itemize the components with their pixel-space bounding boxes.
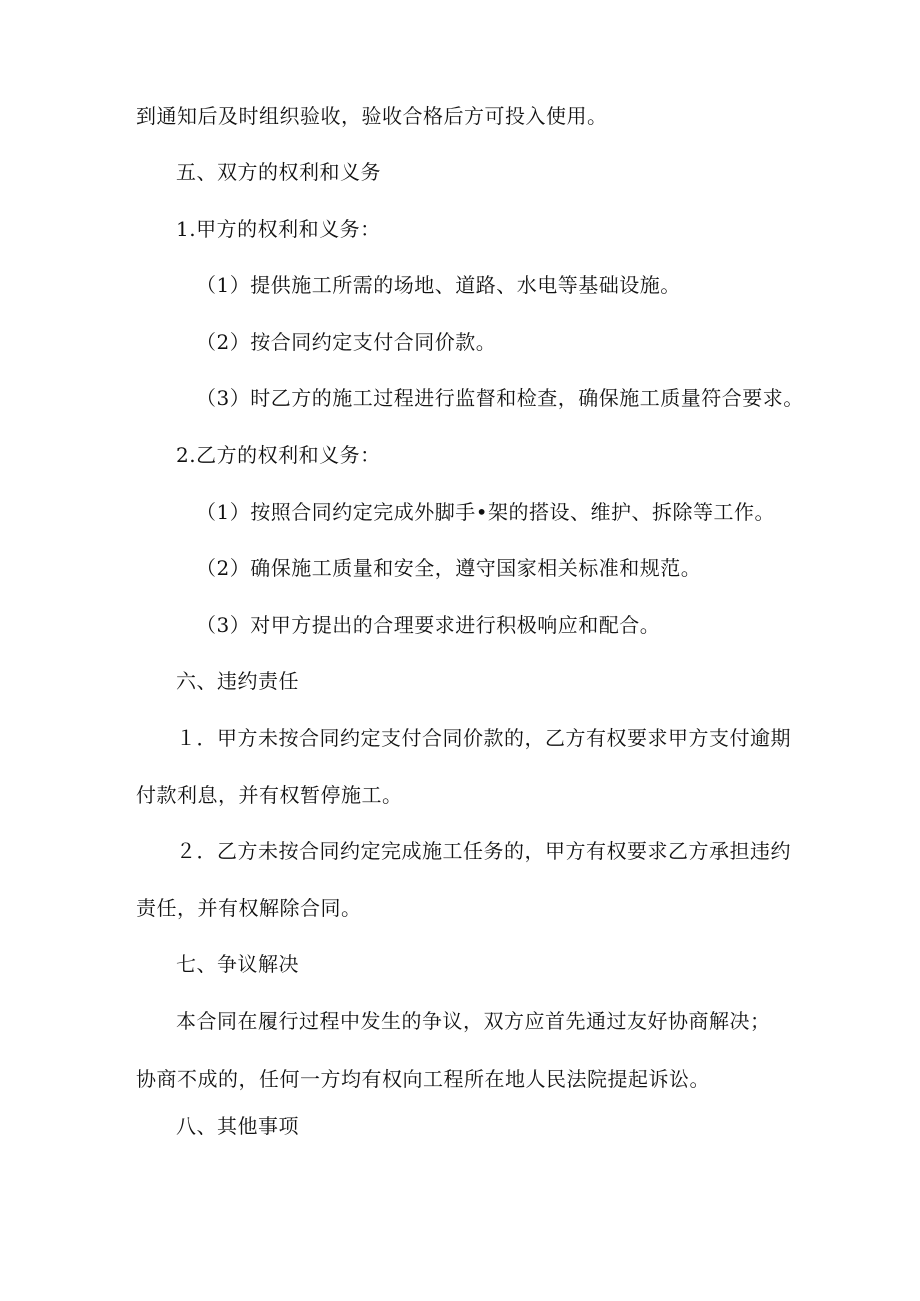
list-item: （2）按合同约定支付合同价款。 [196, 330, 497, 354]
list-item: （3）时乙方的施工过程进行监督和检查，确保施工质量符合要求。 [196, 386, 804, 410]
paragraph-line: 责任，并有权解除合同。 [136, 896, 362, 920]
paragraph-line: 协商不成的，任何一方均有权向工程所在地人民法院提起诉讼。 [136, 1067, 710, 1091]
list-item: （1）按照合同约定完成外脚手•架的搭设、维护、拆除等工作。 [196, 500, 776, 524]
list-item: （1）提供施工所需的场地、道路、水电等基础设施。 [196, 273, 681, 297]
subsection-heading: 2.乙方的权利和义务： [176, 443, 381, 467]
list-item: （3）对甲方提出的合理要求进行积极响应和配合。 [196, 613, 661, 637]
section-heading: 八、其他事项 [176, 1114, 299, 1138]
paragraph-line: １．甲方未按合同约定支付合同价款的，乙方有权要求甲方支付逾期 [176, 726, 791, 750]
list-item: （2）确保施工质量和安全，遵守国家相关标准和规范。 [196, 556, 702, 580]
paragraph-line: 本合同在履行过程中发生的争议，双方应首先通过友好协商解决； [176, 1009, 771, 1033]
section-heading: 七、争议解决 [176, 952, 299, 976]
subsection-heading: 1.甲方的权利和义务： [176, 217, 381, 241]
paragraph-line: ２．乙方未按合同约定完成施工任务的，甲方有权要求乙方承担违约 [176, 839, 791, 863]
paragraph-line: 到通知后及时组织验收，验收合格后方可投入使用。 [136, 104, 608, 128]
section-heading: 五、双方的权利和义务 [176, 160, 381, 184]
paragraph-line: 付款利息，并有权暂停施工。 [136, 783, 403, 807]
section-heading: 六、违约责任 [176, 669, 299, 693]
